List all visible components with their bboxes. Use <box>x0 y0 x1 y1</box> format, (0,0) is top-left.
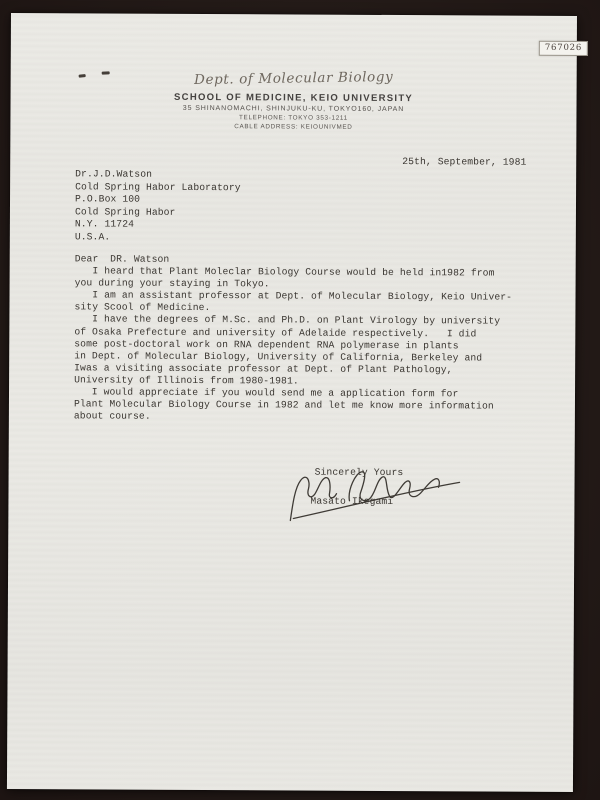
body-line: of Osaka Prefecture and university of Adelaide respectively. I did <box>74 325 477 340</box>
body-line: about course. <box>73 410 151 422</box>
letterhead-school-name: SCHOOL OF MEDICINE, KEIO UNIVERSITY <box>174 91 414 105</box>
body-line: I have the degrees of M.Sc. and Ph.D. on Plant Virology by university <box>74 313 501 328</box>
letter-body <box>74 253 512 425</box>
recipient-line: U.S.A. <box>74 231 111 243</box>
letterhead-cable-address: CABLE ADDRESS: KEIOUNIVMED <box>234 122 353 131</box>
recipient-line: Cold Spring Habor <box>74 206 176 218</box>
recipient-line: Cold Spring Habor Laboratory <box>75 180 241 193</box>
recipient-line: Dr.J.D.Watson <box>75 168 153 180</box>
archive-number: 767026 <box>544 42 583 53</box>
letter-date: 25th, September, 1981 <box>402 156 527 168</box>
body-line: I would appreciate if you would send me a application form for <box>73 386 459 400</box>
body-line: I heard that Plant Moleclar Biology Course would be held in1982 from <box>74 265 495 279</box>
salutation: Dear DR. Watson <box>74 253 170 265</box>
letter-page <box>7 13 583 792</box>
body-line: you during your staying in Tokyo. <box>74 277 270 290</box>
handwritten-department-note: Dept. of Molecular Biology <box>193 68 394 89</box>
valediction: Sincerely Yours <box>314 466 404 479</box>
body-line: Plant Molecular Biology Course in 1982 and let me know more information <box>73 398 494 412</box>
recipient-line: N.Y. 11724 <box>74 218 135 231</box>
body-line: in Dept. of Molecular Biology, University of California, Berkeley and <box>74 350 483 364</box>
recipient-line: P.O.Box 100 <box>74 193 141 205</box>
typed-signature-name: Masato Ikegami <box>310 495 394 508</box>
letterhead-address: 35 SHINANOMACHI, SHINJUKU-KU, TOKYO160, JAPAN <box>182 104 405 113</box>
body-line: I am an assistant professor at Dept. of Molecular Biology, Keio Univer- <box>74 289 513 303</box>
body-line: sity Scool of Medicine. <box>74 301 211 314</box>
body-line: some post-doctoral work on RNA dependent RNA polymerase in plants <box>74 337 459 352</box>
archive-number-stamp <box>539 41 588 56</box>
body-line: University of Illinois from 1980-1981. <box>74 374 299 387</box>
letterhead-telephone: TELEPHONE: TOKYO 353-1211 <box>238 114 348 122</box>
body-line: Iwas a visiting associate professor at Dept. of Plant Pathology, <box>74 362 453 376</box>
recipient-address-block <box>75 168 241 244</box>
